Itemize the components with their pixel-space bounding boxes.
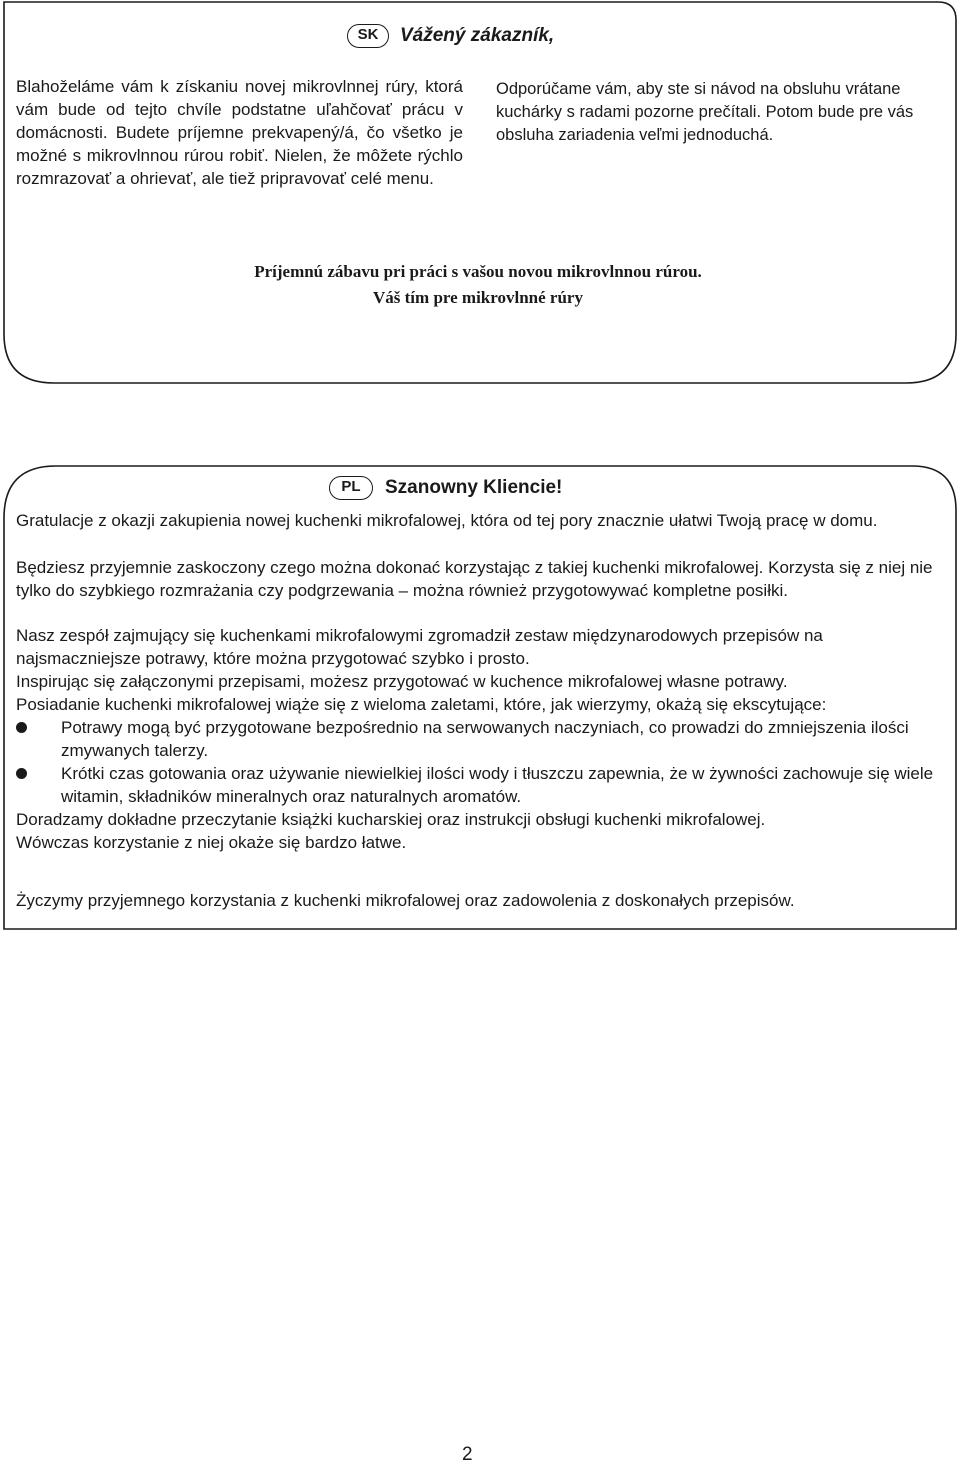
pl-paragraph-4: Inspirując się załączonymi przepisami, możesz przygotować w kuchence mikrofalowej własne potrawy. xyxy=(16,672,788,691)
pl-paragraph-5: Posiadanie kuchenki mikrofalowej wiąże się z wieloma zaletami, które, jak wierzymy, okażą się ekscytujące: xyxy=(16,695,827,714)
pl-paragraph-7: Wówczas korzystanie z niej okaże się bardzo łatwe. xyxy=(16,833,407,852)
page-number: 2 xyxy=(462,1444,473,1465)
pl-paragraph-1: Gratulacje z okazji zakupienia nowej kuchenki mikrofalowej, która od tej pory znacznie ułatwi Twoją pracę w domu. xyxy=(16,511,878,530)
list-item-text: Potrawy mogą być przygotowane bezpośrednio na serwowanych naczyniach, co prowadzi do zmniejszenia ilości zmywanych talerzy. xyxy=(61,718,909,760)
sk-frame-border xyxy=(0,0,960,390)
pl-paragraph-3: Nasz zespół zajmujący się kuchenkami mikrofalowymi zgromadził zestaw międzynarodowych przepisów na najsmaczniejsze potrawy, które można przygotować szybko i prosto. xyxy=(16,626,823,668)
sk-section xyxy=(0,0,960,390)
pl-language-badge: PL xyxy=(329,476,373,500)
bullet-icon xyxy=(16,722,27,733)
bullet-icon xyxy=(16,768,27,779)
sk-closing-line: Príjemnú zábavu pri práci s vašou novou mikrovlnnou rúrou. xyxy=(254,262,702,281)
sk-signature-line: Váš tím pre mikrovlnné rúry xyxy=(373,288,583,307)
list-item xyxy=(16,716,946,762)
sk-intro-paragraph: Blahoželáme vám k získaniu novej mikrovlnnej rúry, ktorá vám bude od tejto chvíle podstatne uľahčovať prácu v domácnosti. Budete príjemne prekvapený/á, čo všetko je možné s mikrovlnnou rúrou robiť. Nielen, že môžete rýchlo rozmrazovať a ohrievať, ale tiež pripravovať celé menu. xyxy=(16,77,463,188)
pl-paragraph-2: Będziesz przyjemnie zaskoczony czego można dokonać korzystając z takiej kuchenki mikrofalowej. Korzysta się z niej nie tylko do szybkiego rozmrażania czy podgrzewania – można również przygotowywać kompletne posiłki. xyxy=(16,558,933,600)
list-item-text: Krótki czas gotowania oraz używanie niewielkiej ilości wody i tłuszczu zapewnia, że w żywności zachowuje się wiele witamin, składników mineralnych oraz naturalnych aromatów. xyxy=(61,764,934,806)
sk-recommendation-paragraph: Odporúčame vám, aby ste si návod na obsluhu vrátane kuchárky s radami pozorne prečítali. Potom bude pre vás obsluha zariadenia veľmi jednoduchá. xyxy=(496,80,914,144)
pl-heading: Szanowny Kliencie! xyxy=(385,477,563,498)
pl-paragraph-6: Doradzamy dokładne przeczytanie książki kucharskiej oraz instrukcji obsługi kuchenki mikrofalowej. xyxy=(16,810,766,829)
sk-heading: Vážený zákazník, xyxy=(400,25,555,46)
sk-language-badge: SK xyxy=(347,24,389,48)
pl-closing: Życzymy przyjemnego korzystania z kuchenki mikrofalowej oraz zadowolenia z doskonałych przepisów. xyxy=(16,891,795,910)
list-item xyxy=(16,762,946,808)
